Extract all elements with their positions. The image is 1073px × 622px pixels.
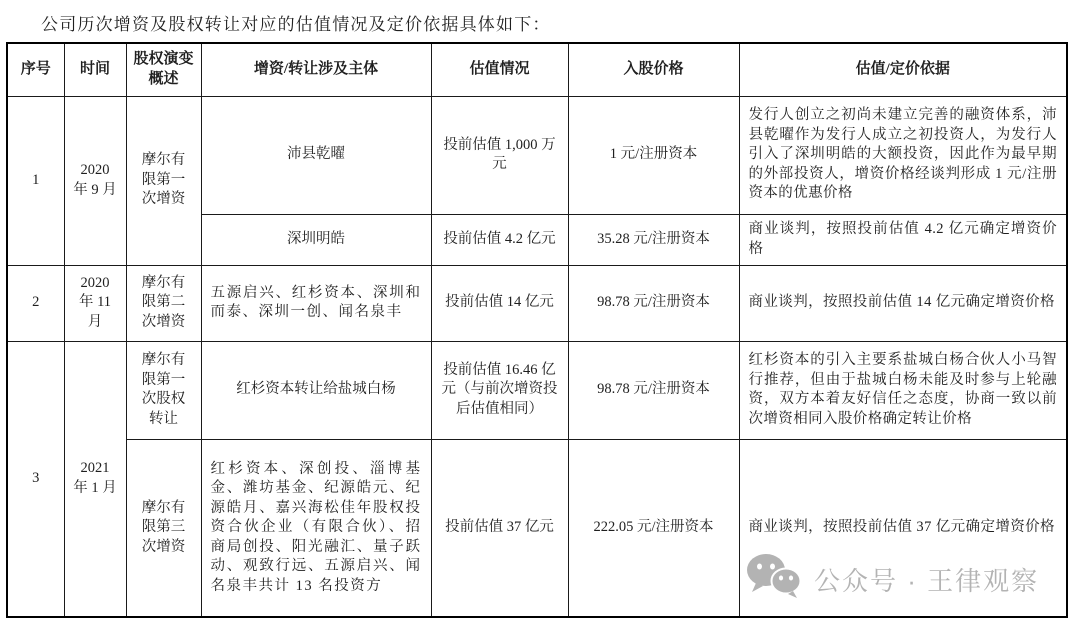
cell-price-2: 98.78 元/注册资本 <box>568 265 739 341</box>
header-evolution: 股权演变概述 <box>126 43 201 96</box>
header-time: 时间 <box>64 43 126 96</box>
cell-valuation-1a: 投前估值 1,000 万元 <box>431 96 568 214</box>
cell-seq-3: 3 <box>7 341 64 617</box>
cell-price-1b: 35.28 元/注册资本 <box>568 214 739 265</box>
cell-time-2: 2020 年 11 月 <box>64 265 126 341</box>
header-seq: 序号 <box>7 43 64 96</box>
cell-subject-3b: 红杉资本、深创投、淄博基金、潍坊基金、纪源皓元、纪源皓月、嘉兴海松佳年股权投资合伙企业（有限合伙）、招商局创投、阳光融汇、量子跃动、观致行远、五源启兴、闻名泉丰共计 13 名投资方 <box>201 439 431 617</box>
table-row <box>7 341 1067 439</box>
header-valuation: 估值情况 <box>431 43 568 96</box>
page-title: 公司历次增资及股权转让对应的估值情况及定价依据具体如下： <box>41 15 551 34</box>
watermark-text: 公众号 · 王律观察 <box>814 566 1040 596</box>
cell-price-3b: 222.05 元/注册资本 <box>568 439 739 617</box>
cell-price-1a: 1 元/注册资本 <box>568 96 739 214</box>
cell-basis-1b: 商业谈判，按照投前估值 4.2 亿元确定增资价格 <box>739 214 1067 265</box>
cell-valuation-3b: 投前估值 37 亿元 <box>431 439 568 617</box>
cell-subject-2: 五源启兴、红杉资本、深圳和而泰、深圳一创、闻名泉丰 <box>201 265 431 341</box>
wechat-watermark <box>746 553 1039 606</box>
cell-evolution-2: 摩尔有限第二次增资 <box>126 265 201 341</box>
cell-basis-3a: 红杉资本的引入主要系盐城白杨合伙人小马智行推荐，但由于盐城白杨未能及时参与上轮融资，双方本着友好信任之态度，协商一致以前次增资相同入股价格确定转让价格 <box>739 341 1067 439</box>
cell-valuation-2: 投前估值 14 亿元 <box>431 265 568 341</box>
cell-evolution-3a: 摩尔有限第一次股权转让 <box>126 341 201 439</box>
cell-seq-2: 2 <box>7 265 64 341</box>
valuation-table <box>6 42 1068 618</box>
cell-evolution-1: 摩尔有限第一次增资 <box>126 96 201 265</box>
cell-basis-1a: 发行人创立之初尚未建立完善的融资体系，沛县乾曜作为发行人成立之初投资人，为发行人引入了深圳明皓的大额投资，因此作为最早期的外部投资人，增资价格经谈判形成 1 元/注册资本的优惠价格 <box>739 96 1067 214</box>
cell-valuation-3a: 投前估值 16.46 亿元（与前次增资投后估值相同） <box>431 341 568 439</box>
cell-subject-1a: 沛县乾曜 <box>201 96 431 214</box>
cell-evolution-3b: 摩尔有限第三次增资 <box>126 439 201 617</box>
wechat-icon <box>746 553 802 606</box>
cell-subject-1b: 深圳明皓 <box>201 214 431 265</box>
table-row <box>7 265 1067 341</box>
header-subject: 增资/转让涉及主体 <box>201 43 431 96</box>
cell-time-1: 2020 年 9 月 <box>64 96 126 265</box>
header-price: 入股价格 <box>568 43 739 96</box>
table-header-row <box>7 43 1067 96</box>
cell-valuation-1b: 投前估值 4.2 亿元 <box>431 214 568 265</box>
cell-seq-1: 1 <box>7 96 64 265</box>
table-row <box>7 96 1067 214</box>
cell-time-3: 2021 年 1 月 <box>64 341 126 617</box>
header-basis: 估值/定价依据 <box>739 43 1067 96</box>
cell-basis-3b: 商业谈判，按照投前估值 37 亿元确定增资价格 <box>739 439 1067 617</box>
cell-basis-2: 商业谈判，按照投前估值 14 亿元确定增资价格 <box>739 265 1067 341</box>
cell-price-3a: 98.78 元/注册资本 <box>568 341 739 439</box>
cell-subject-3a: 红杉资本转让给盐城白杨 <box>201 341 431 439</box>
